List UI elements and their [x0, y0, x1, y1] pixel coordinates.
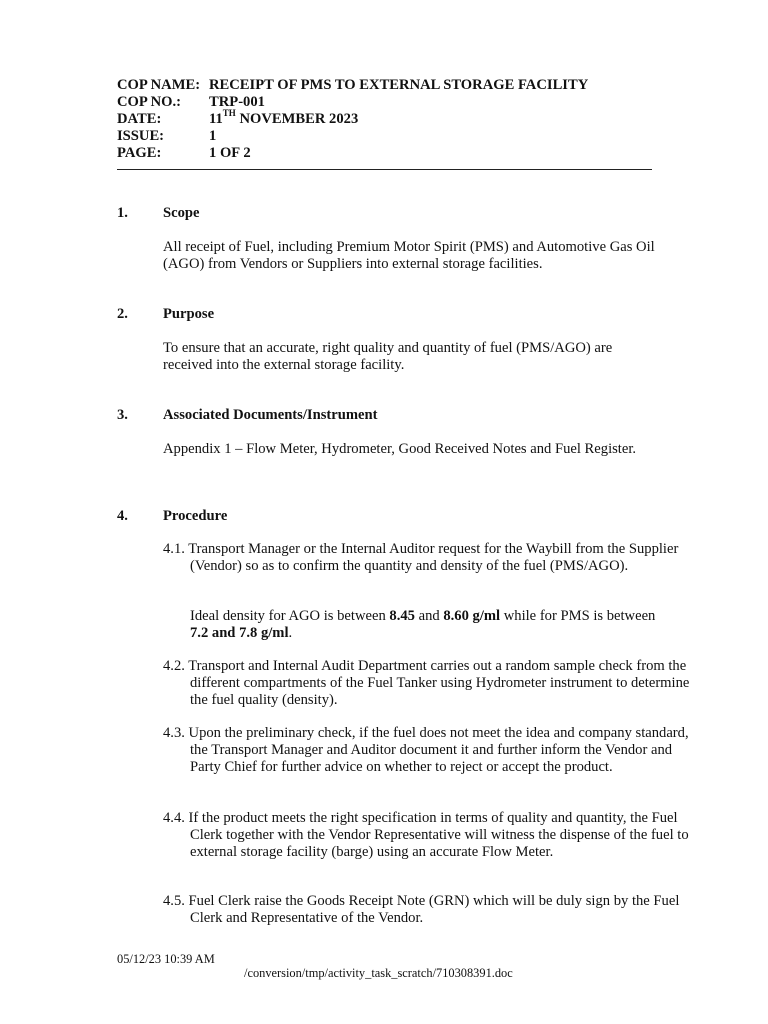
issue-label: ISSUE: [117, 128, 165, 144]
cop-no-label: COP NO.: [117, 94, 182, 110]
date-label: DATE: [117, 111, 162, 127]
procedure-step-4-3: 4.3. Upon the preliminary check, if the fuel does not meet the idea and company standard, the Transport Manager and Auditor document it and further inform the Vendor and Party Chief for further advice on whether to reject or accept the product. [163, 725, 689, 775]
issue-value: 1 [209, 128, 217, 144]
section-scope-body: All receipt of Fuel, including Premium Motor Spirit (PMS) and Automotive Gas Oil (AGO) from Vendors or Suppliers into external storage facilities. [163, 239, 655, 272]
issue-row [117, 128, 588, 145]
section-title: Purpose [163, 306, 215, 322]
date-day: 11 [209, 111, 223, 127]
page-value: 1 OF 2 [209, 145, 251, 161]
note-text: . [288, 625, 293, 641]
cop-no-row [117, 94, 588, 111]
note-text: Ideal density for AGO is between [190, 608, 390, 624]
section-title: Associated Documents/Instrument [163, 407, 378, 423]
procedure-step-4-5: 4.5. Fuel Clerk raise the Goods Receipt Note (GRN) which will be duly sign by the Fuel Clerk and Representative of the Vendor. [163, 893, 680, 926]
section-number: 1. [117, 205, 128, 221]
section-title: Procedure [163, 508, 228, 524]
note-bold-value: 7.2 and 7.8 g/ml [190, 625, 289, 641]
procedure-step-4-4: 4.4. If the product meets the right specification in terms of quality and quantity, the Fuel Clerk together with the Vendor Representative will witness the dispense of the fuel to external storage facility (barge) using an accurate Flow Meter. [163, 810, 689, 860]
page-label: PAGE: [117, 145, 162, 161]
page-row [117, 145, 588, 162]
procedure-step-4-1: 4.1. Transport Manager or the Internal Auditor request for the Waybill from the Supplier (Vendor) so as to confirm the quantity and density of the fuel (PMS/AGO). [163, 541, 679, 574]
section-number: 3. [117, 407, 128, 423]
footer-file-path: /conversion/tmp/activity_task_scratch/710308391.doc [244, 966, 513, 980]
procedure-step-4-2: 4.2. Transport and Internal Audit Department carries out a random sample check from the different compartments of the Fuel Tanker using Hydrometer instrument to determine the fuel quality (density). [163, 658, 690, 708]
cop-name-row [117, 77, 588, 94]
section-purpose-heading [117, 306, 214, 323]
footer-timestamp: 05/12/23 10:39 AM [117, 952, 215, 966]
date-rest: NOVEMBER 2023 [235, 111, 359, 127]
section-documents-body: Appendix 1 – Flow Meter, Hydrometer, Good Received Notes and Fuel Register. [163, 441, 637, 457]
section-scope-heading [117, 205, 199, 222]
section-documents-heading [117, 407, 377, 424]
note-text: while for PMS is between [500, 608, 656, 624]
cop-no-value: TRP-001 [209, 94, 265, 110]
section-purpose-body: To ensure that an accurate, right quality and quantity of fuel (PMS/AGO) are received into the external storage facility. [163, 340, 613, 373]
section-number: 4. [117, 508, 128, 524]
date-row [117, 108, 588, 128]
density-note [190, 608, 660, 642]
header-divider [117, 169, 652, 170]
section-number: 2. [117, 306, 128, 322]
document-header [117, 77, 588, 162]
note-bold-value: 8.45 [389, 608, 415, 624]
cop-name-label: COP NAME: [117, 77, 201, 93]
section-procedure-heading [117, 508, 227, 525]
section-title: Scope [163, 205, 200, 221]
note-bold-value: 8.60 g/ml [443, 608, 501, 624]
date-suffix: TH [222, 108, 236, 119]
note-text: and [414, 608, 444, 624]
cop-name-value: RECEIPT OF PMS TO EXTERNAL STORAGE FACILITY [209, 77, 589, 93]
date-value [209, 108, 359, 128]
